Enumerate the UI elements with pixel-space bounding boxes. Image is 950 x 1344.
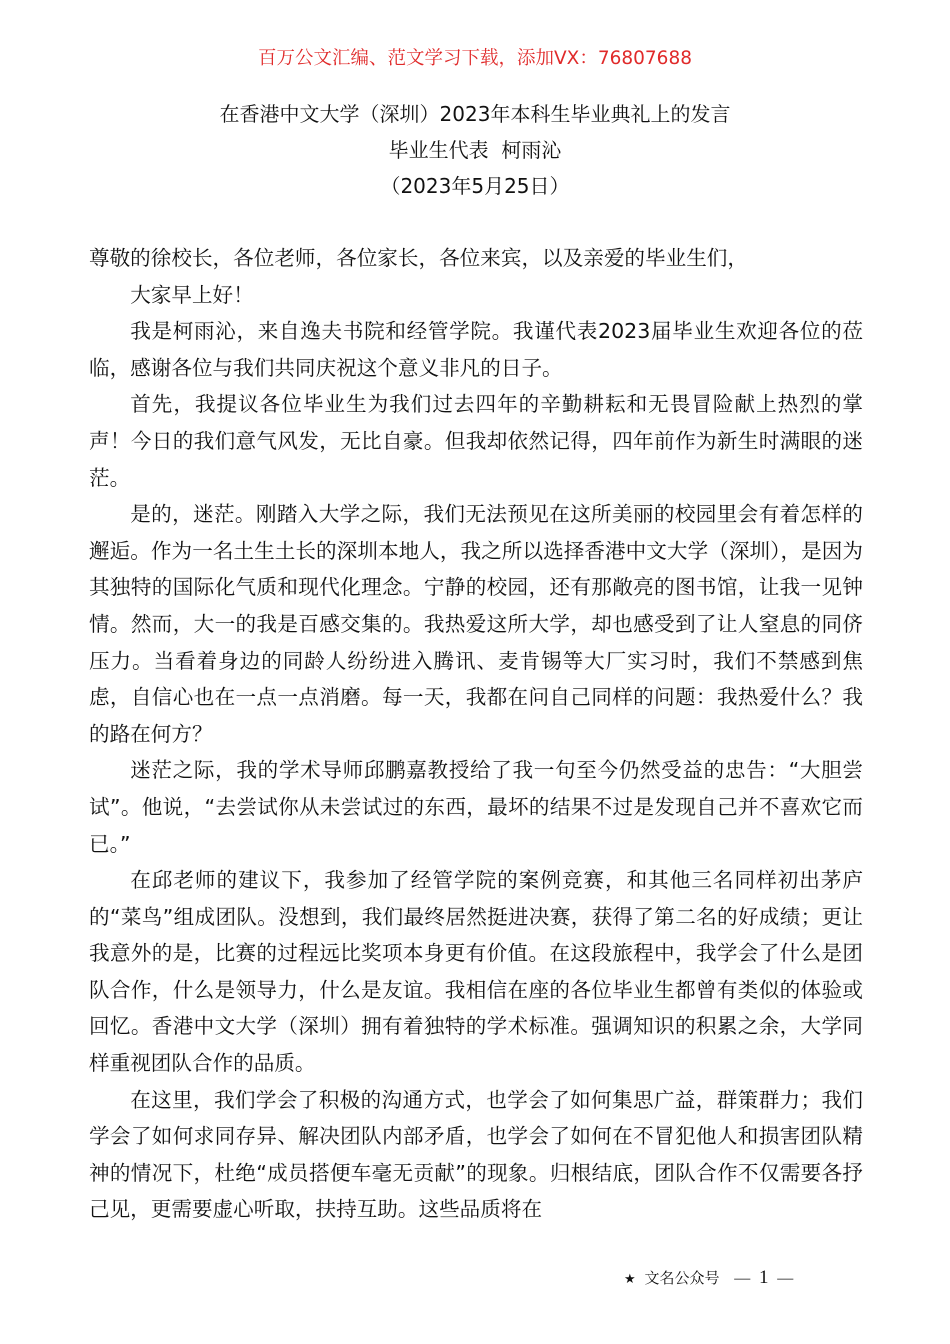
page-footer [624, 1266, 793, 1292]
promo-banner: 百万公文汇编、范文学习下载，添加VX：76807688 [258, 48, 692, 69]
dash-left: — [734, 1270, 751, 1287]
salutation: 尊敬的徐校长，各位老师，各位家长，各位来宾，以及亲爱的毕业生们， [89, 246, 748, 270]
paragraph: 我是柯雨沁，来自逸夫书院和经管学院。我谨代表2023届毕业生欢迎各位的莅临，感谢各位与我们共同庆祝这个意义非凡的日子。 [89, 319, 863, 380]
speech-body [89, 240, 863, 1228]
dash-right: — [777, 1270, 794, 1287]
speaker-line: 毕业生代表 柯雨沁 [388, 138, 562, 162]
paragraph: 首先，我提议各位毕业生为我们过去四年的辛勤耕耘和无畏冒险献上热烈的掌声！今日的我们意气风发，无比自豪。但我却依然记得，四年前作为新生时满眼的迷茫。 [89, 392, 863, 490]
star-icon: ★ [624, 1272, 636, 1287]
page-number: 1 [759, 1267, 769, 1288]
speech-date: （2023年5月25日） [380, 174, 570, 198]
paragraph: 在这里，我们学会了积极的沟通方式，也学会了如何集思广益，群策群力；我们学会了如何求同存异、解决团队内部矛盾，也学会了如何在不冒犯他人和损害团队精神的情况下，杜绝“成员搭便车毫无贡献”的现象。归根结底，团队合作不仅需要各抒己见，更需要虚心听取，扶持互助。这些品质将在 [89, 1087, 863, 1222]
document-title: 在香港中文大学（深圳）2023年本科生毕业典礼上的发言 [219, 102, 731, 126]
paragraph: 是的，迷茫。刚踏入大学之际，我们无法预见在这所美丽的校园里会有着怎样的邂逅。作为一名土生土长的深圳本地人，我之所以选择香港中文大学（深圳），是因为其独特的国际化气质和现代化理念。宁静的校园，还有那敞亮的图书馆，让我一见钟情。然而，大一的我是百感交集的。我热爱这所大学，却也感受到了让人窒息的同侪压力。当看着身边的同龄人纷纷进入腾讯、麦肯锡等大厂实习时，我们不禁感到焦虑，自信心也在一点一点消磨。每一天，我都在问自己同样的问题：我热爱什么？我的路在何方？ [89, 502, 863, 746]
paragraph: 大家早上好！ [130, 282, 254, 307]
paragraph: 在邱老师的建议下，我参加了经管学院的案例竞赛，和其他三名同样初出茅庐的“菜鸟”组成团队。没想到，我们最终居然挺进决赛，获得了第二名的好成绩；更让我意外的是，比赛的过程远比奖项本身更有价值。在这段旅程中，我学会了什么是团队合作，什么是领导力，什么是友谊。我相信在座的各位毕业生都曾有类似的体验或回忆。香港中文大学（深圳）拥有着独特的学术标准。强调知识的积累之余，大学同样重视团队合作的品质。 [89, 868, 863, 1076]
paragraph: 迷茫之际，我的学术导师邱鹏嘉教授给了我一句至今仍然受益的忠告：“大胆尝试”。他说，“去尝试你从未尝试过的东西，最坏的结果不过是发现自己并不喜欢它而已。” [89, 758, 863, 856]
footer-source-label: 文名公众号 [644, 1269, 720, 1287]
title-block [0, 96, 950, 204]
